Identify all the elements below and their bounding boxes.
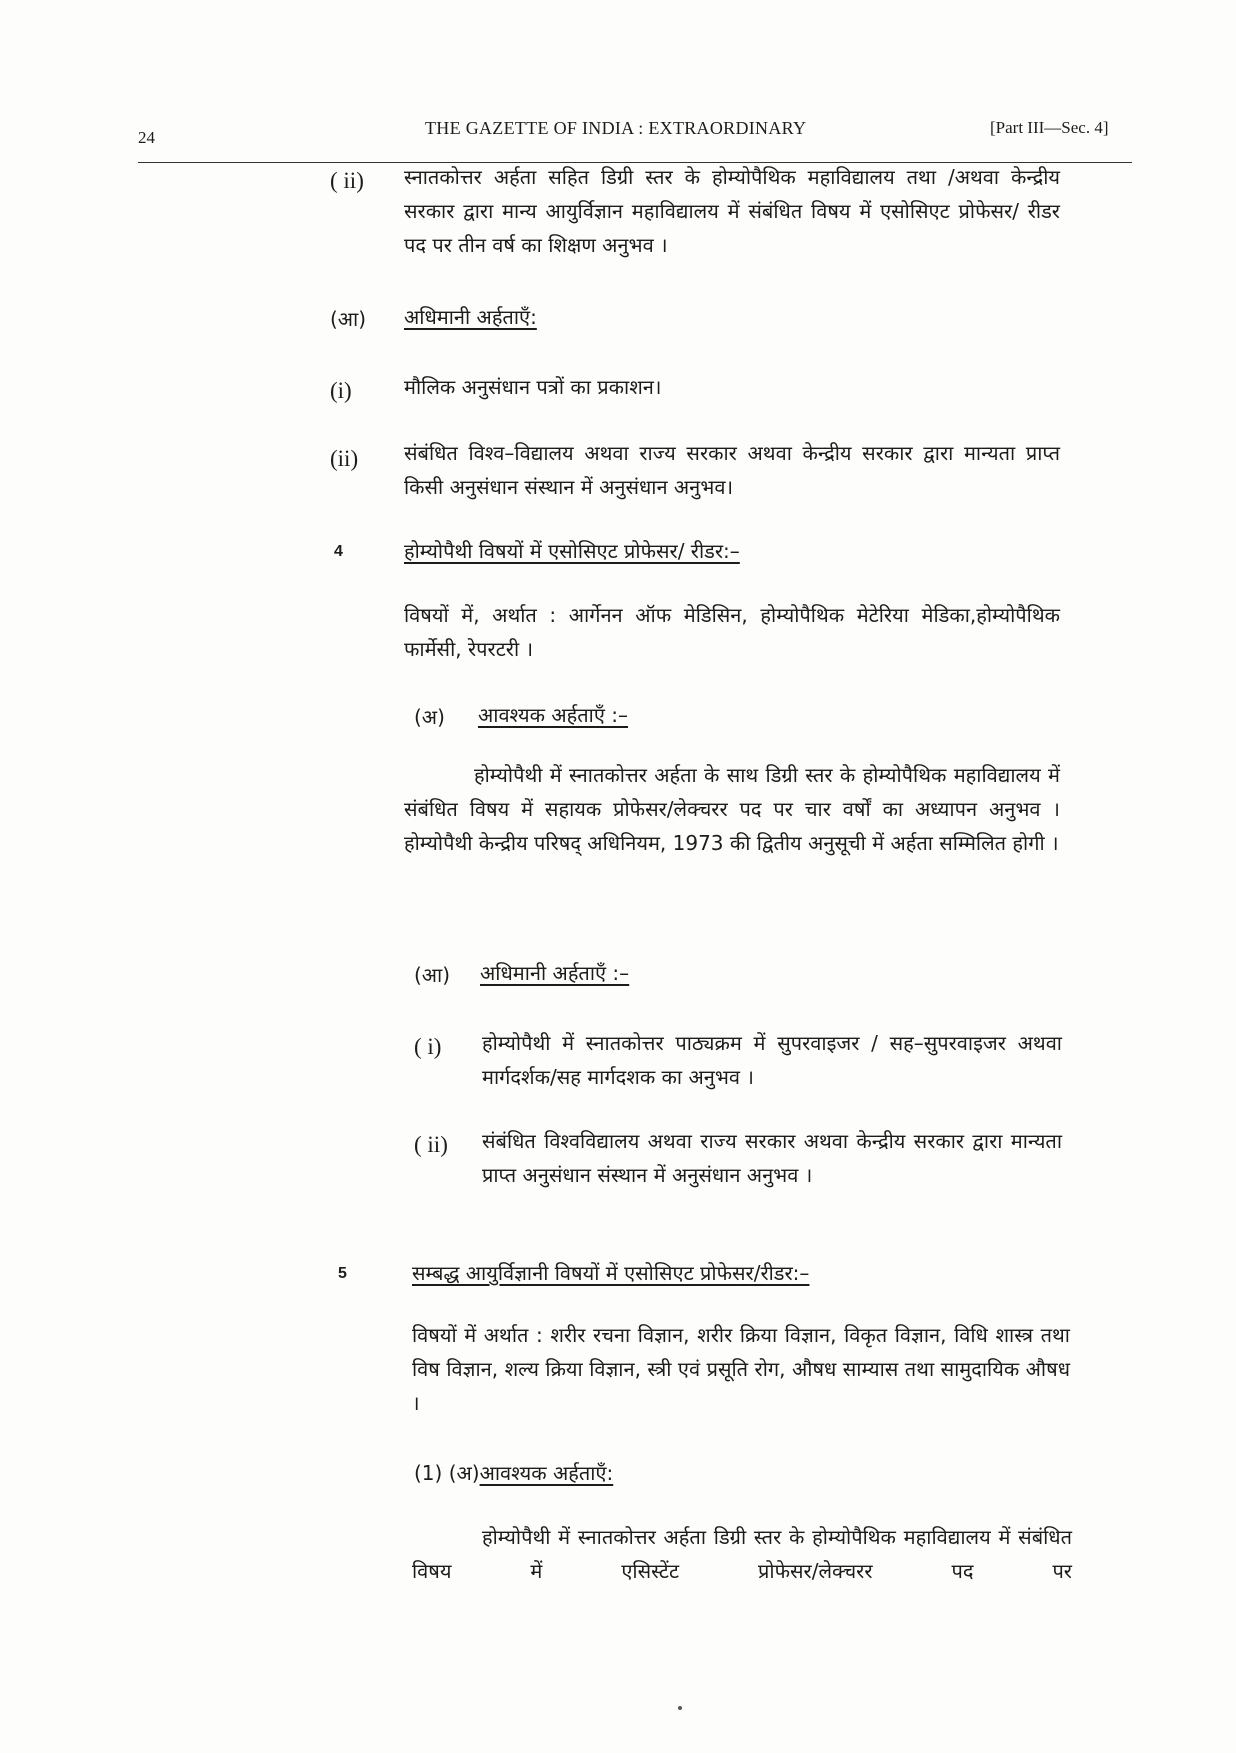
item-marker-ii-2: (ii) <box>330 446 359 471</box>
section-4b-item-ii-marker: ( ii) <box>414 1132 448 1157</box>
page-number: 24 <box>138 128 155 147</box>
item-marker-aa: (आ) <box>330 307 367 331</box>
section-4a-heading: आवश्यक अर्हताएँ :– <box>478 703 629 727</box>
section-5a-heading-line <box>414 1456 613 1490</box>
section-4b-item-ii-text: संबंधित विश्वविद्यालय अथवा राज्य सरकार अथवा केन्द्रीय सरकार द्वारा मान्यता प्राप्त अनुसंधान संस्थान में अनुसंधान अनुभव । <box>482 1129 1062 1187</box>
section-5a-heading: आवश्यक अर्हताएँ: <box>479 1461 614 1485</box>
section-4b-heading: अधिमानी अर्हताएँ :– <box>480 961 630 985</box>
section-5a-text: होम्योपैथी में स्नातकोत्तर अर्हता डिग्री स्तर के होम्योपैथिक महाविद्यालय में संबंधित विषय में एसिस्टेंट प्रोफेसर/लेक्चरर पद पर <box>412 1525 1072 1583</box>
paragraph-research-publication: मौलिक अनुसंधान पत्रों का प्रकाशन। <box>404 375 662 399</box>
item-marker-ii: ( ii) <box>330 168 364 193</box>
item-marker-i: (i) <box>330 378 352 403</box>
section-4a-text: होम्योपैथी में स्नातकोत्तर अर्हता के साथ डिग्री स्तर के होम्योपैथिक महाविद्यालय में संबंधित विषय में सहायक प्रोफेसर/लेक्चरर पद पर चार वर्षों का अध्यापन अनुभव । होम्योपैथी केन्द्रीय परिषद् अधिनियम, 1973 की द्वितीय अनुसूची में अर्हता सम्मिलित होगी । <box>404 763 1060 855</box>
paragraph-teaching-experience: स्नातकोत्तर अर्हता सहित डिग्री स्तर के होम्योपैथिक महाविद्यालय तथा /अथवा केन्द्रीय सरकार द्वारा मान्य आयुर्विज्ञान महाविद्यालय में संबंधित विषय में एसोसिएट प्रोफेसर/ रीडर पद पर तीन वर्ष का शिक्षण अनुभव । <box>404 165 1060 257</box>
section-4-heading: होम्योपैथी विषयों में एसोसिएट प्रोफेसर/ रीडर:– <box>404 539 740 563</box>
scan-speck <box>678 1706 682 1710</box>
section-number-5: 5 <box>338 1265 347 1282</box>
section-5-subjects: विषयों में अर्थात : शरीर रचना विज्ञान, शरीर क्रिया विज्ञान, विकृत विज्ञान, विधि शास्त्र तथा विष विज्ञान, शल्य क्रिया विज्ञान, स्त्री एवं प्रसूति रोग, औषध साम्यास तथा सामुदायिक औषध । <box>412 1323 1070 1415</box>
section-4b-item-i-text: होम्योपैथी में स्नातकोत्तर पाठ्यक्रम में सुपरवाइजर / सह–सुपरवाइजर अथवा मार्गदर्शक/सह मार्गदशक का अनुभव । <box>482 1031 1062 1089</box>
section-4a-marker: (अ) <box>414 705 445 729</box>
section-number-4: 4 <box>334 543 343 560</box>
section-4-subjects: विषयों में, अर्थात : आर्गेनन ऑफ मेडिसिन, होम्योपैथिक मेटेरिया मेडिका,होम्योपैथिक फार्मेसी, रेपरटरी । <box>404 603 1060 661</box>
part-section-label: [Part III—Sec. 4] <box>990 118 1109 137</box>
heading-preferential-qualifications: अधिमानी अर्हताएँ: <box>404 305 537 329</box>
section-5a-prefix: (1) (अ) <box>414 1461 480 1485</box>
section-5-heading: सम्बद्ध आयुर्विज्ञानी विषयों में एसोसिएट प्रोफेसर/रीडर:– <box>412 1261 810 1285</box>
section-4b-marker: (आ) <box>414 963 451 987</box>
gazette-title: THE GAZETTE OF INDIA : EXTRAORDINARY <box>425 118 807 138</box>
paragraph-research-experience: संबंधित विश्व–विद्यालय अथवा राज्य सरकार अथवा केन्द्रीय सरकार द्वारा मान्यता प्राप्त किसी अनुसंधान संस्थान में अनुसंधान अनुभव। <box>404 441 1060 499</box>
section-4b-item-i-marker: ( i) <box>414 1034 442 1059</box>
